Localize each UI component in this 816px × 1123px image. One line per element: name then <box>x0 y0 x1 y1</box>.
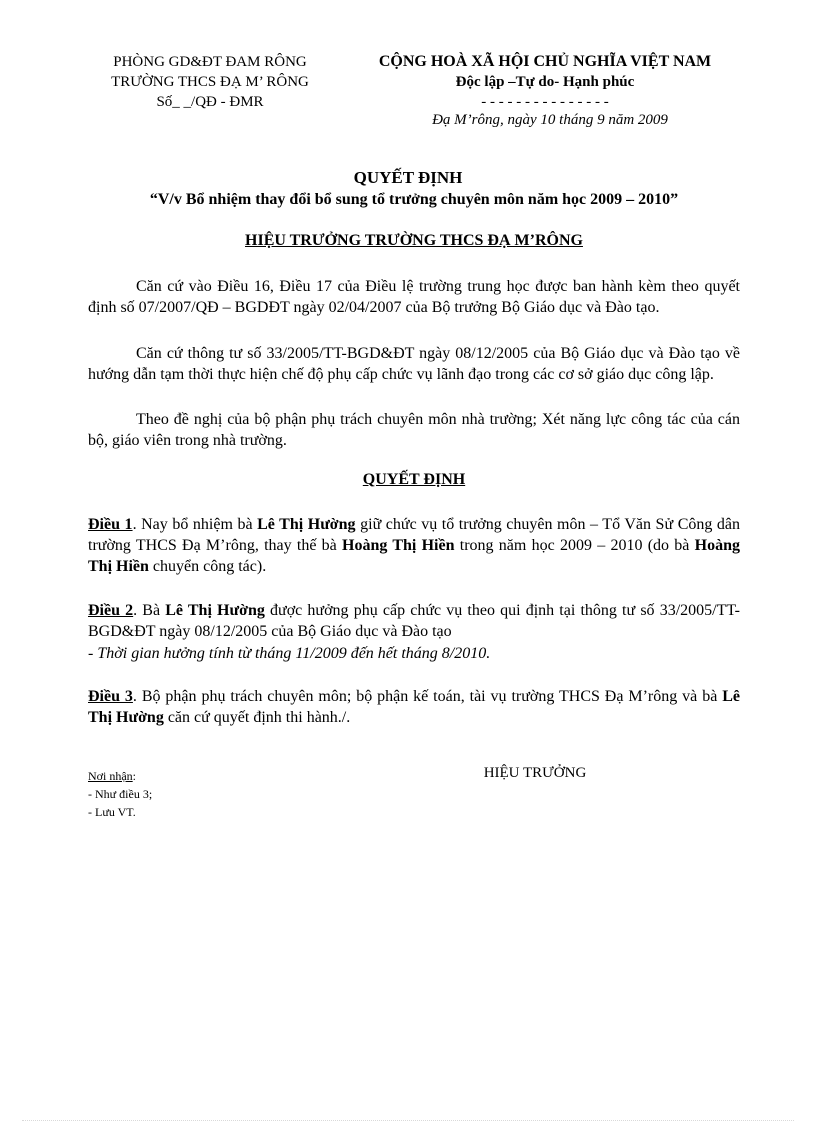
allowance-period: - Thời gian hưởng tính từ tháng 11/2009 đến hết tháng 8/2010. <box>88 645 491 662</box>
school-name: TRƯỜNG THCS ĐẠ M’ RÔNG <box>111 74 309 90</box>
national-motto: Độc lập –Tự do- Hạnh phúc <box>455 74 635 90</box>
decision-subject: “V/v Bổ nhiệm thay đổi bổ sung tổ trưởng chuyên môn năm học 2009 – 2010” <box>149 191 679 208</box>
article-3-label: Điều 3 <box>88 688 133 705</box>
article-2-text: . Bà <box>133 602 166 619</box>
national-title: CỘNG HOÀ XÃ HỘI CHỦ NGHĨA VIỆT NAM <box>378 53 712 70</box>
agency-header <box>70 52 350 112</box>
article-1 <box>88 514 740 577</box>
article-2 <box>88 600 740 642</box>
appointee-name: Lê Thị Hường <box>165 602 265 619</box>
signer-title: HIỆU TRƯỞNG <box>483 765 587 781</box>
appointee-name: Lê Thị Hường <box>257 516 356 533</box>
motto-underline-dashes: - - - - - - - - - - - - - - - <box>481 94 609 110</box>
article-1-label: Điều 1 <box>88 516 133 533</box>
appointee-name: Lê Thị Hường <box>88 688 741 726</box>
article-3-text: căn cứ quyết định thi hành./. <box>163 709 351 726</box>
preamble-paragraph-3: Theo đề nghị của bộ phận phụ trách chuyên môn nhà trường; Xét năng lực công tác của cán bộ, giáo viên trong nhà trường. <box>88 411 740 449</box>
decision-section-title: QUYẾT ĐỊNH <box>362 471 466 488</box>
article-2-label: Điều 2 <box>88 602 134 619</box>
preamble-paragraph-2: Căn cứ thông tư số 33/2005/TT-BGD&ĐT ngày 08/12/2005 của Bộ Giáo dục và Đào tạo về hướng dẫn tạm thời thực hiện chế độ phụ cấp chức vụ lãnh đạo trong các cơ sở giáo dục công lập. <box>88 345 740 383</box>
article-2-text: được hưởng phụ cấp chức vụ theo qui định tại thông tư số 33/2005/TT-BGD&ĐT ngày 08/12/2005 của Bộ Giáo dục và Đào tạo <box>88 602 741 640</box>
article-1-text: trong năm học 2009 – 2010 (do bà <box>454 537 695 554</box>
department-name: PHÒNG GD&ĐT ĐAM RÔNG <box>113 54 307 70</box>
recipients-label: Nơi nhận <box>88 769 133 783</box>
recipient-item: - Như điều 3; <box>88 787 153 801</box>
recipients-block <box>88 767 308 821</box>
recipient-item: - Lưu VT. <box>88 805 136 819</box>
article-1-text: . Nay bổ nhiệm bà <box>132 516 258 533</box>
article-3-text: . Bộ phận phụ trách chuyên môn; bộ phận kế toán, tài vụ trường THCS Đạ M’rông và bà <box>132 688 723 705</box>
national-header <box>345 52 745 112</box>
document-number: Số_ _/QĐ - ĐMR <box>156 94 264 110</box>
article-1-text: giữ chức vụ tổ trưởng chuyên môn – Tổ Văn Sử Công dân trường THCS Đạ M’rông, thay thế bà <box>88 516 741 554</box>
recipients-colon: : <box>132 769 137 783</box>
decision-title: QUYẾT ĐỊNH <box>353 168 463 187</box>
replaced-person-name: Hoàng Thị Hiền <box>342 537 455 554</box>
article-3 <box>88 686 740 728</box>
issue-date: Đạ M’rông, ngày 10 tháng 9 năm 2009 <box>432 112 668 128</box>
article-1-text: chuyển công tác). <box>148 558 267 575</box>
page-bottom-divider <box>22 1120 794 1121</box>
replaced-person-name: Hoàng Thị Hiền <box>88 537 741 575</box>
preamble-paragraph-1: Căn cứ vào Điều 16, Điều 17 của Điều lệ trường trung học được ban hành kèm theo quyết định số 07/2007/QĐ – BGDĐT ngày 02/04/2007 của Bộ trưởng Bộ Giáo dục và Đào tạo. <box>88 278 740 316</box>
issuing-authority: HIỆU TRƯỞNG TRƯỜNG THCS ĐẠ M’RÔNG <box>245 232 583 249</box>
